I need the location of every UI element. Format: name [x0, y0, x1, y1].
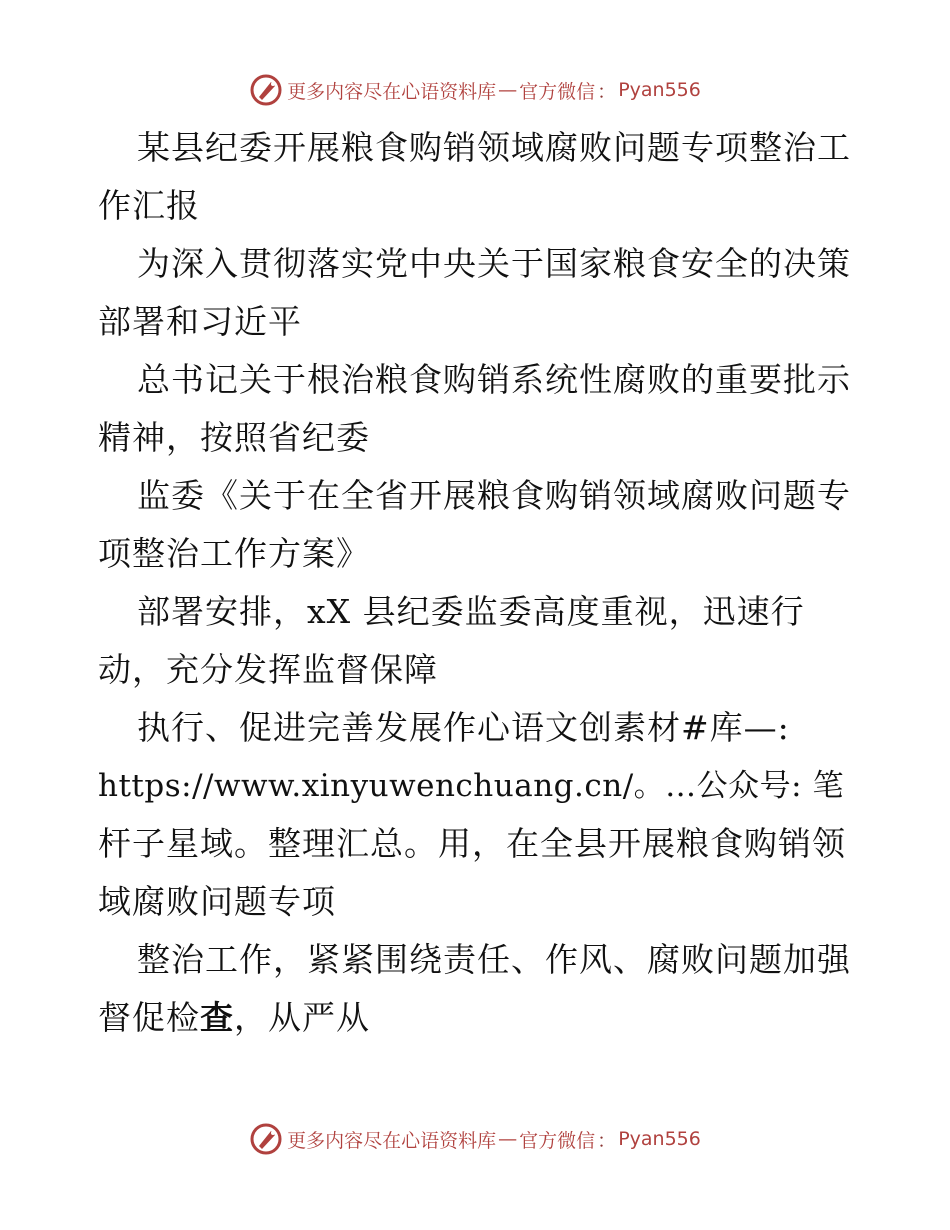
title-line-2: 作汇报 — [98, 186, 200, 225]
watermark-wechat-id: Pyan556 — [618, 1128, 701, 1150]
watermark-wechat-id: Pyan556 — [618, 79, 701, 101]
watermark-label: 官方微信 — [519, 80, 596, 103]
paragraph-line: 部署安排，xX 县纪委监委高度重视，迅速行 — [137, 592, 805, 631]
document-body — [98, 119, 858, 1047]
watermark-label: 官方微信 — [519, 1129, 596, 1152]
line-text: ，从严从 — [234, 998, 370, 1037]
watermark-text: 更多内容尽在心语资料库 — [287, 80, 497, 103]
paragraph-line: 精神，按照省纪委 — [98, 418, 370, 457]
paragraph-line: 执行、促进完善发展作心语文创素材#库—: — [137, 708, 790, 747]
pen-nib-logo-icon — [249, 1122, 283, 1156]
watermark-dash: — — [498, 1128, 518, 1150]
paragraph-line: 部署和习近平 — [98, 302, 302, 341]
watermark-separator: ： — [597, 1129, 617, 1152]
paragraph-line: 整治工作，紧紧围绕责任、作风、腐败问题加强 — [137, 940, 851, 979]
title-line-1: 某县纪委开展粮食购销领域腐败问题专项整治工 — [137, 128, 851, 167]
paragraph-line: 监委《关于在全省开展粮食购销领域腐败问题专 — [137, 476, 851, 515]
line-text: 督促检 — [98, 998, 200, 1037]
watermark-text: 更多内容尽在心语资料库 — [287, 1129, 497, 1152]
paragraph-line-url: https://www.xinyuwenchuang.cn/。…公众号: 笔 — [98, 768, 844, 804]
paragraph-line: 动，充分发挥监督保障 — [98, 650, 438, 689]
paragraph-line — [98, 989, 858, 1047]
watermark-banner-bottom — [0, 1119, 950, 1159]
pen-nib-logo-icon — [249, 73, 283, 107]
paragraph-line: 杆子星域。整理汇总。用，在全县开展粮食购销领 — [98, 824, 846, 863]
paragraph-line: 项整治工作方案》 — [98, 534, 370, 573]
watermark-banner-top — [0, 70, 950, 110]
paragraph-line: 域腐败问题专项 — [98, 882, 336, 921]
bold-char: 查 — [200, 998, 234, 1037]
paragraph-line: 为深入贯彻落实党中央关于国家粮食安全的决策 — [137, 244, 851, 283]
paragraph-line: 总书记关于根治粮食购销系统性腐败的重要批示 — [137, 360, 851, 399]
watermark-dash: — — [498, 79, 518, 101]
watermark-separator: ： — [597, 80, 617, 103]
